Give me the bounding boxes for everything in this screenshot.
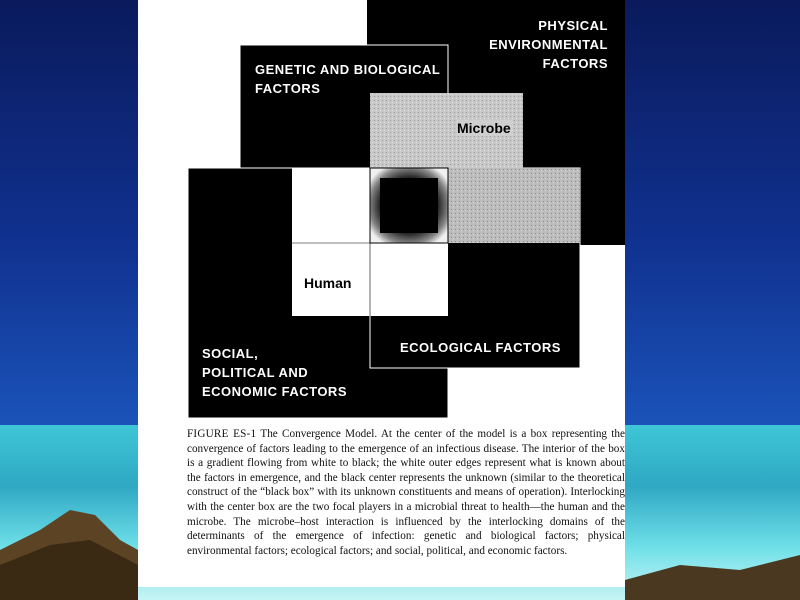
document-page [138,0,625,587]
genetic-factors-label: GENETIC AND BIOLOGICAL FACTORS [255,62,441,96]
figure-caption [187,427,625,587]
microbe-label: Microbe [457,120,511,136]
human-label: Human [304,275,352,291]
caption-text: The Convergence Model. At the center of the model is a box representing the convergence of factors leading to the emergence of an infectious disease. The interior of the box is a gradient flowing from white to black; the white outer edges represent what is known about the factors in emergence, and the black center represents the unknown (similar to the theoretical construct of the “black box” with its unknown constituents and means of operation). Interlocking with the center box are the two focal players in a microbial threat to health—the human and the microbe. The microbe–host interaction is influenced by the interlocking domains of the determinants of the emergence of infection: genetic and biological factors; physical environmental factors; ecological factors; and social, political, and economic factors. [187,428,625,557]
ecological-factors-label: ECOLOGICAL FACTORS [400,340,561,355]
physical-factors-label: PHYSICAL ENVIRONMENTAL FACTORS [489,18,608,71]
social-factors-label: SOCIAL, POLITICAL AND ECONOMIC FACTORS [202,346,347,399]
caption-label: FIGURE ES-1 [187,428,257,440]
